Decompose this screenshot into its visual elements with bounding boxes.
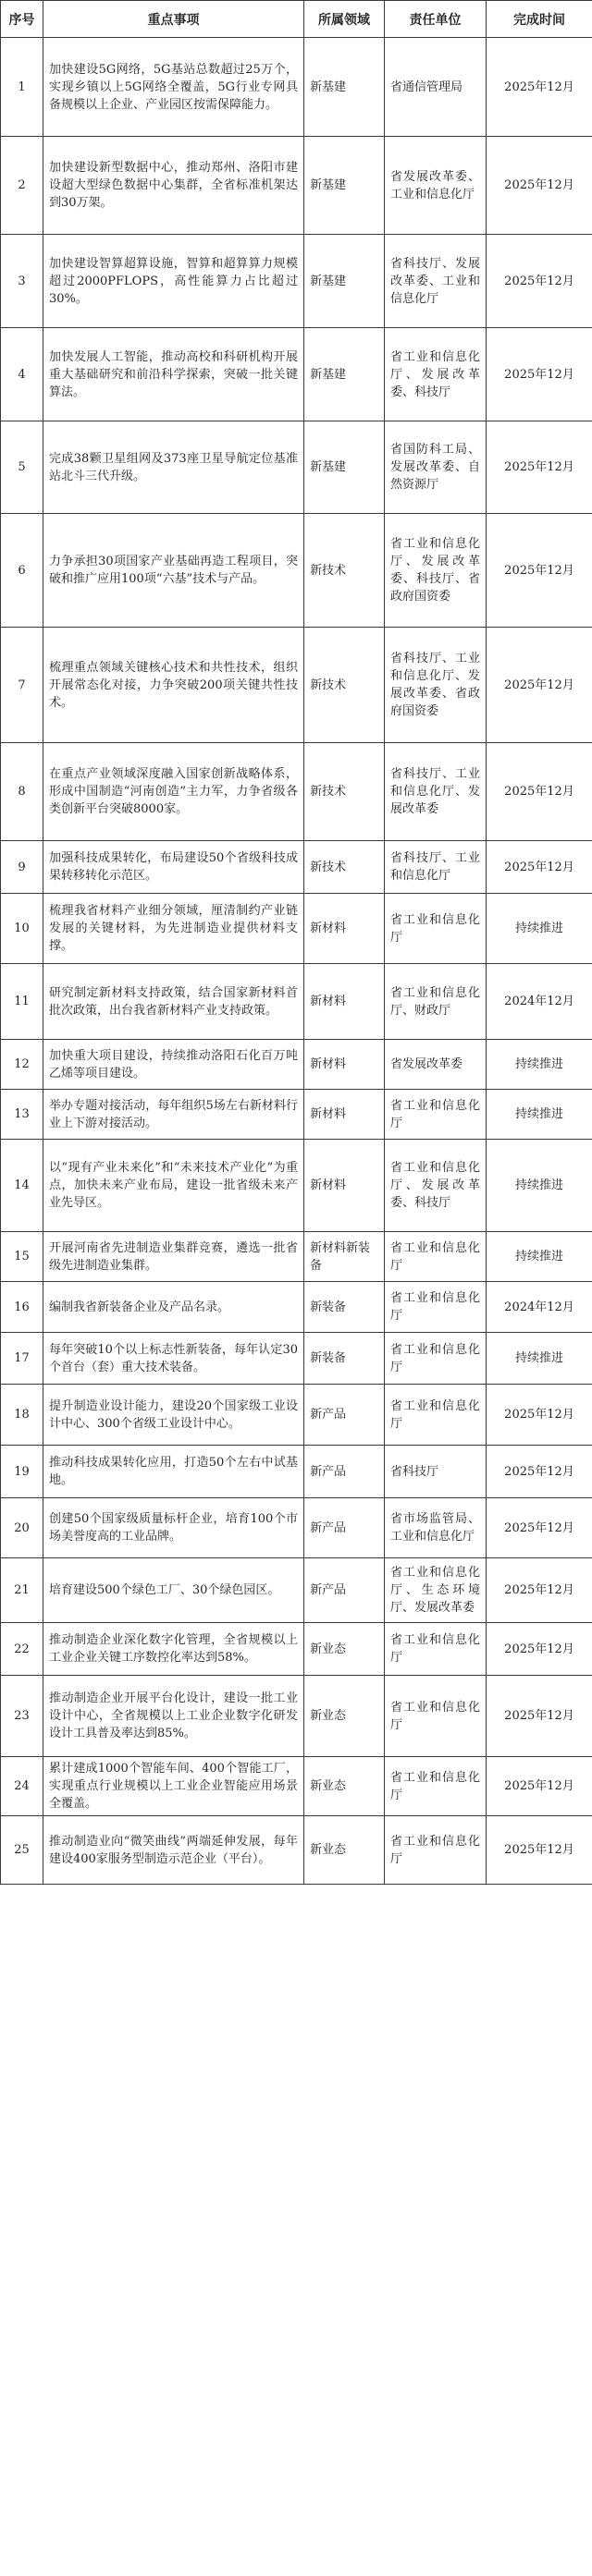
key-task-cell: 在重点产业领域深度融入国家创新战略体系，形成中国制造“河南创造”主力军，力争省级各类创新平台突破8000家。 — [43, 743, 304, 841]
key-task-cell: 加快建设5G网络，5G基站总数超过25万个，实现乡镇以上5G网络全覆盖，5G行业专网具备规模以上企业、产业园区按需保障能力。 — [43, 38, 304, 137]
completion-time-cell: 2025年12月 — [487, 328, 592, 421]
header-row — [1, 1, 592, 38]
table-row — [1, 1498, 592, 1558]
responsible-unit-cell: 省科技厅、工业和信息化厅、发展改革委 — [385, 743, 487, 841]
table-row — [1, 628, 592, 743]
responsible-unit-cell: 省工业和信息化厅、发展改革委、科技厅、省政府国资委 — [385, 514, 487, 628]
responsible-unit-cell: 省工业和信息化厅 — [385, 1090, 487, 1140]
row-number-cell: 6 — [1, 514, 43, 628]
completion-time-cell: 2024年12月 — [487, 964, 592, 1040]
key-task-cell: 完成38颗卫星组网及373座卫星导航定位基准站北斗三代升级。 — [43, 421, 304, 514]
completion-time-cell: 2025年12月 — [487, 841, 592, 894]
completion-time-cell: 2025年12月 — [487, 1676, 592, 1757]
table-row — [1, 1333, 592, 1385]
row-number-cell: 15 — [1, 1232, 43, 1282]
row-number-cell: 21 — [1, 1558, 43, 1623]
key-task-cell: 加快重大项目建设，持续推动洛阳石化百万吨乙烯等项目建设。 — [43, 1040, 304, 1090]
responsible-unit-cell: 省工业和信息化厅 — [385, 1282, 487, 1333]
key-task-cell: 研究制定新材料支持政策，结合国家新材料首批次政策，出台我省新材料产业支持政策。 — [43, 964, 304, 1040]
responsible-unit-cell: 省工业和信息化厅 — [385, 1757, 487, 1816]
row-number-cell: 24 — [1, 1757, 43, 1816]
field-cell: 新业态 — [304, 1623, 385, 1676]
row-number-cell: 8 — [1, 743, 43, 841]
completion-time-cell: 2025年12月 — [487, 1757, 592, 1816]
responsible-unit-cell: 省发展改革委 — [385, 1040, 487, 1090]
completion-time-cell: 2025年12月 — [487, 421, 592, 514]
header-completion-time: 完成时间 — [487, 1, 592, 38]
row-number-cell: 9 — [1, 841, 43, 894]
row-number-cell: 3 — [1, 235, 43, 328]
field-cell: 新基建 — [304, 235, 385, 328]
completion-time-cell: 2025年12月 — [487, 743, 592, 841]
header-field: 所属领域 — [304, 1, 385, 38]
field-cell: 新材料 — [304, 894, 385, 964]
table-row — [1, 1140, 592, 1232]
key-task-cell: 编制我省新装备企业及产品名录。 — [43, 1282, 304, 1333]
table-row — [1, 1757, 592, 1816]
responsible-unit-cell: 省科技厅 — [385, 1446, 487, 1498]
table-row — [1, 1282, 592, 1333]
responsible-unit-cell: 省工业和信息化厅 — [385, 1816, 487, 1885]
row-number-cell: 12 — [1, 1040, 43, 1090]
table-row — [1, 1816, 592, 1885]
row-number-cell: 18 — [1, 1385, 43, 1446]
row-number-cell: 16 — [1, 1282, 43, 1333]
table-row — [1, 1232, 592, 1282]
field-cell: 新业态 — [304, 1757, 385, 1816]
field-cell: 新技术 — [304, 514, 385, 628]
row-number-cell: 19 — [1, 1446, 43, 1498]
completion-time-cell: 2025年12月 — [487, 1816, 592, 1885]
header-key-task: 重点事项 — [43, 1, 304, 38]
key-task-cell: 推动制造企业深化数字化管理，全省规模以上工业企业关键工序数控化率达到58%。 — [43, 1623, 304, 1676]
row-number-cell: 17 — [1, 1333, 43, 1385]
key-task-cell: 加快建设智算超算设施，智算和超算算力规模超过2000PFLOPS，高性能算力占比超过30%。 — [43, 235, 304, 328]
field-cell: 新基建 — [304, 38, 385, 137]
key-task-cell: 推动制造企业开展平台化设计，建设一批工业设计中心，全省规模以上工业企业数字化研发设计工具普及率达到85%。 — [43, 1676, 304, 1757]
responsible-unit-cell: 省市场监管局、工业和信息化厅 — [385, 1498, 487, 1558]
table-row — [1, 894, 592, 964]
table-row — [1, 137, 592, 235]
table-header — [1, 1, 592, 38]
table-body — [1, 38, 592, 1885]
row-number-cell: 22 — [1, 1623, 43, 1676]
completion-time-cell: 2024年12月 — [487, 1282, 592, 1333]
row-number-cell: 11 — [1, 964, 43, 1040]
row-number-cell: 20 — [1, 1498, 43, 1558]
field-cell: 新技术 — [304, 743, 385, 841]
field-cell: 新技术 — [304, 841, 385, 894]
key-task-cell: 提升制造业设计能力，建设20个国家级工业设计中心、300个省级工业设计中心。 — [43, 1385, 304, 1446]
completion-time-cell: 2025年12月 — [487, 628, 592, 743]
key-task-cell: 推动制造业向“微笑曲线”两端延伸发展，每年建设400家服务型制造示范企业（平台）。 — [43, 1816, 304, 1885]
field-cell: 新基建 — [304, 328, 385, 421]
responsible-unit-cell: 省科技厅、工业和信息化厅、发展改革委、省政府国资委 — [385, 628, 487, 743]
completion-time-cell: 持续推进 — [487, 894, 592, 964]
row-number-cell: 1 — [1, 38, 43, 137]
key-task-cell: 力争承担30项国家产业基础再造工程项目，突破和推广应用100项“六基”技术与产品。 — [43, 514, 304, 628]
field-cell: 新产品 — [304, 1498, 385, 1558]
table-row — [1, 1385, 592, 1446]
row-number-cell: 13 — [1, 1090, 43, 1140]
key-task-cell: 梳理重点领域关键核心技术和共性技术，组织开展常态化对接，力争突破200项关键共性技术。 — [43, 628, 304, 743]
field-cell: 新业态 — [304, 1816, 385, 1885]
key-task-cell: 梳理我省材料产业细分领域，厘清制约产业链发展的关键材料，为先进制造业提供材料支撑。 — [43, 894, 304, 964]
table-row — [1, 1558, 592, 1623]
key-task-cell: 培育建设500个绿色工厂、30个绿色园区。 — [43, 1558, 304, 1623]
key-task-cell: 累计建成1000个智能车间、400个智能工厂，实现重点行业规模以上工业企业智能应用场景全覆盖。 — [43, 1757, 304, 1816]
responsible-unit-cell: 省工业和信息化厅、生态环境厅、发展改革委 — [385, 1558, 487, 1623]
table-row — [1, 841, 592, 894]
field-cell: 新技术 — [304, 628, 385, 743]
responsible-unit-cell: 省工业和信息化厅 — [385, 1333, 487, 1385]
responsible-unit-cell: 省通信管理局 — [385, 38, 487, 137]
completion-time-cell: 持续推进 — [487, 1090, 592, 1140]
table-row — [1, 421, 592, 514]
table-row — [1, 1040, 592, 1090]
row-number-cell: 14 — [1, 1140, 43, 1232]
completion-time-cell: 2025年12月 — [487, 235, 592, 328]
completion-time-cell: 2025年12月 — [487, 1498, 592, 1558]
responsible-unit-cell: 省科技厅、发展改革委、工业和信息化厅 — [385, 235, 487, 328]
completion-time-cell: 2025年12月 — [487, 38, 592, 137]
table-row — [1, 1446, 592, 1498]
row-number-cell: 4 — [1, 328, 43, 421]
completion-time-cell: 2025年12月 — [487, 137, 592, 235]
key-task-cell: 每年突破10个以上标志性新装备，每年认定30个首台（套）重大技术装备。 — [43, 1333, 304, 1385]
responsible-unit-cell: 省工业和信息化厅、发展改革委、科技厅 — [385, 1140, 487, 1232]
field-cell: 新装备 — [304, 1282, 385, 1333]
completion-time-cell: 持续推进 — [487, 1333, 592, 1385]
table-row — [1, 1623, 592, 1676]
responsible-unit-cell: 省工业和信息化厅 — [385, 894, 487, 964]
key-task-cell: 加强科技成果转化，布局建设50个省级科技成果转移转化示范区。 — [43, 841, 304, 894]
responsible-unit-cell: 省工业和信息化厅 — [385, 1676, 487, 1757]
responsible-unit-cell: 省工业和信息化厅 — [385, 1232, 487, 1282]
key-task-cell: 创建50个国家级质量标杆企业，培育100个市场美誉度高的工业品牌。 — [43, 1498, 304, 1558]
table-row — [1, 38, 592, 137]
row-number-cell: 2 — [1, 137, 43, 235]
responsible-unit-cell: 省科技厅、工业和信息化厅 — [385, 841, 487, 894]
field-cell: 新产品 — [304, 1558, 385, 1623]
responsible-unit-cell: 省工业和信息化厅、财政厅 — [385, 964, 487, 1040]
table-row — [1, 235, 592, 328]
key-task-cell: 开展河南省先进制造业集群竞赛，遴选一批省级先进制造业集群。 — [43, 1232, 304, 1282]
row-number-cell: 5 — [1, 421, 43, 514]
completion-time-cell: 持续推进 — [487, 1140, 592, 1232]
row-number-cell: 25 — [1, 1816, 43, 1885]
completion-time-cell: 持续推进 — [487, 1040, 592, 1090]
field-cell: 新材料 — [304, 1040, 385, 1090]
field-cell: 新基建 — [304, 421, 385, 514]
completion-time-cell: 2025年12月 — [487, 1558, 592, 1623]
field-cell: 新材料 — [304, 964, 385, 1040]
header-serial-number: 序号 — [1, 1, 43, 38]
completion-time-cell: 2025年12月 — [487, 1446, 592, 1498]
key-task-cell: 加快建设新型数据中心，推动郑州、洛阳市建设超大型绿色数据中心集群，全省标准机架达到30万架。 — [43, 137, 304, 235]
row-number-cell: 7 — [1, 628, 43, 743]
table-row — [1, 1676, 592, 1757]
field-cell: 新产品 — [304, 1385, 385, 1446]
field-cell: 新材料 — [304, 1140, 385, 1232]
table-row — [1, 743, 592, 841]
field-cell: 新材料新装备 — [304, 1232, 385, 1282]
row-number-cell: 10 — [1, 894, 43, 964]
field-cell: 新材料 — [304, 1090, 385, 1140]
completion-time-cell: 2025年12月 — [487, 1385, 592, 1446]
key-task-cell: 以“现有产业未来化”和“未来技术产业化”为重点，加快未来产业布局，建设一批省级未来产业先导区。 — [43, 1140, 304, 1232]
responsible-unit-cell: 省工业和信息化厅 — [385, 1385, 487, 1446]
completion-time-cell: 持续推进 — [487, 1232, 592, 1282]
key-task-cell: 推动科技成果转化应用，打造50个左右中试基地。 — [43, 1446, 304, 1498]
completion-time-cell: 2025年12月 — [487, 1623, 592, 1676]
table-row — [1, 1090, 592, 1140]
table-row — [1, 514, 592, 628]
responsible-unit-cell: 省发展改革委、工业和信息化厅 — [385, 137, 487, 235]
table-row — [1, 328, 592, 421]
key-task-cell: 加快发展人工智能，推动高校和科研机构开展重大基础研究和前沿科学探索，突破一批关键算法。 — [43, 328, 304, 421]
field-cell: 新装备 — [304, 1333, 385, 1385]
responsible-unit-cell: 省工业和信息化厅、发展改革委、科技厅 — [385, 328, 487, 421]
header-responsible-unit: 责任单位 — [385, 1, 487, 38]
completion-time-cell: 2025年12月 — [487, 514, 592, 628]
responsible-unit-cell: 省国防科工局、发展改革委、自然资源厅 — [385, 421, 487, 514]
field-cell: 新产品 — [304, 1446, 385, 1498]
field-cell: 新业态 — [304, 1676, 385, 1757]
responsible-unit-cell: 省工业和信息化厅 — [385, 1623, 487, 1676]
field-cell: 新基建 — [304, 137, 385, 235]
key-task-cell: 举办专题对接活动，每年组织5场左右新材料行业上下游对接活动。 — [43, 1090, 304, 1140]
row-number-cell: 23 — [1, 1676, 43, 1757]
table-row — [1, 964, 592, 1040]
